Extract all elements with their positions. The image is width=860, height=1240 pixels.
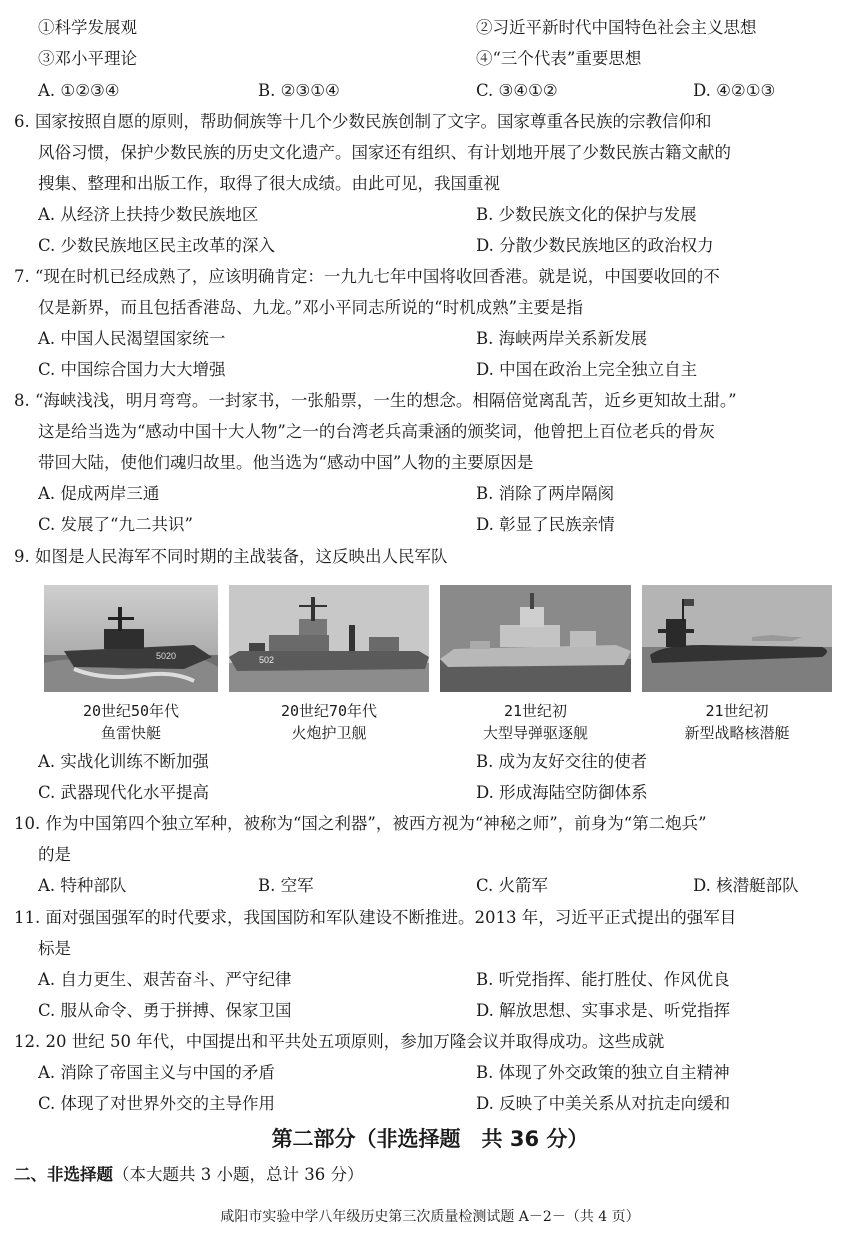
caption-frigate	[229, 700, 429, 744]
section-two-heading	[14, 1163, 363, 1187]
q6-stem-line-1: 6. 国家按照自愿的原则，帮助侗族等十几个少数民族创制了文字。国家尊重各民族的宗教信仰和	[14, 112, 712, 131]
q9-option-b: B. 成为友好交往的使者	[476, 752, 648, 771]
q9-option-d: D. 形成海陆空防御体系	[476, 783, 648, 802]
q12-stem: 12. 20 世纪 50 年代，中国提出和平共处五项原则，参加万隆会议并取得成功。这些成就	[14, 1032, 665, 1051]
q12-option-a: A. 消除了帝国主义与中国的矛盾	[38, 1063, 275, 1082]
q9-option-c: C. 武器现代化水平提高	[38, 783, 210, 802]
page-footer: 咸阳市实验中学八年级历史第三次质量检测试题 A－2－（共 4 页）	[220, 1209, 640, 1225]
q6-stem-line-3: 搜集、整理和出版工作，取得了很大成绩。由此可见，我国重视	[38, 174, 500, 193]
q11-option-c: C. 服从命令、勇于拼搏、保家卫国	[38, 1001, 292, 1020]
q10-option-a: A. 特种部队	[38, 876, 127, 895]
q7-option-b: B. 海峡两岸关系新发展	[476, 329, 648, 348]
q7-option-d: D. 中国在政治上完全独立自主	[476, 360, 698, 379]
q7-option-a: A. 中国人民渴望国家统一	[38, 329, 226, 348]
caption-vessel: 火炮护卫舰	[291, 724, 367, 742]
q7-stem-line-1: 7. “现在时机已经成熟了，应该明确肯定：一九九七年中国将收回香港。就是说，中国要收回的不	[14, 267, 720, 286]
q11-stem-line-2: 标是	[38, 939, 71, 958]
caption-era: 21世纪初	[503, 702, 568, 720]
caption-vessel: 大型导弹驱逐舰	[482, 724, 588, 742]
q6-option-b: B. 少数民族文化的保护与发展	[476, 205, 697, 224]
q6-stem-line-2: 风俗习惯，保护少数民族的历史文化遗产。国家还有组织、有计划地开展了少数民族古籍文献的	[38, 143, 731, 162]
q11-option-d: D. 解放思想、实事求是、听党指挥	[476, 1001, 731, 1020]
q12-option-b: B. 体现了外交政策的独立自主精神	[476, 1063, 730, 1082]
q9-stem: 9. 如图是人民海军不同时期的主战装备，这反映出人民军队	[14, 547, 448, 566]
submarine-photo	[642, 585, 832, 692]
q5-item-3: ③邓小平理论	[38, 49, 137, 68]
q5-item-4: ④“三个代表”重要思想	[476, 49, 642, 68]
q10-option-d: D. 核潜艇部队	[693, 876, 799, 895]
caption-era: 20世纪70年代	[280, 702, 378, 720]
caption-submarine	[642, 700, 832, 744]
section-two-note: （本大题共 3 小题，总计 36 分）	[113, 1165, 364, 1184]
q11-option-a: A. 自力更生、艰苦奋斗、严守纪律	[38, 970, 292, 989]
caption-vessel: 新型战略核潜艇	[684, 724, 790, 742]
q8-option-a: A. 促成两岸三通	[38, 484, 160, 503]
torpedo-boat-hull-number: 5020	[156, 651, 177, 661]
q8-option-c: C. 发展了“九二共识”	[38, 515, 193, 534]
q5-option-d: D. ④②①③	[693, 81, 776, 100]
q11-stem-line-1: 11. 面对强国强军的时代要求，我国国防和军队建设不断推进。2013 年，习近平正式提出的强军目	[14, 908, 737, 927]
q9-option-a: A. 实战化训练不断加强	[38, 752, 209, 771]
q8-stem-line-1: 8. “海峡浅浅，明月弯弯。一封家书，一张船票，一生的想念。相隔倍觉离乱苦，近乡更知故土甜。”	[14, 391, 737, 410]
q7-option-c: C. 中国综合国力大大增强	[38, 360, 226, 379]
part-two-heading: 第二部分（非选择题 共 36 分）	[271, 1127, 589, 1151]
q11-option-b: B. 听党指挥、能打胜仗、作风优良	[476, 970, 730, 989]
frigate-photo	[229, 585, 429, 692]
caption-torpedo-boat	[44, 700, 218, 744]
q12-option-c: C. 体现了对世界外交的主导作用	[38, 1094, 276, 1113]
q5-option-c: C. ③④①②	[476, 81, 558, 100]
q5-item-1: ①科学发展观	[38, 18, 137, 37]
q8-stem-line-2: 这是给当选为“感动中国十大人物”之一的台湾老兵高秉涵的颁奖词，他曾把上百位老兵的骨灰	[38, 422, 715, 441]
caption-vessel: 鱼雷快艇	[100, 724, 161, 742]
section-two-label: 二、非选择题	[14, 1165, 113, 1184]
q12-option-d: D. 反映了中美关系从对抗走向缓和	[476, 1094, 731, 1113]
q8-stem-line-3: 带回大陆，使他们魂归故里。他当选为“感动中国”人物的主要原因是	[38, 453, 534, 472]
q6-option-a: A. 从经济上扶持少数民族地区	[38, 205, 259, 224]
caption-destroyer	[440, 700, 631, 744]
caption-era: 21世纪初	[705, 702, 769, 720]
destroyer-photo	[440, 585, 631, 692]
q6-option-d: D. 分散少数民族地区的政治权力	[476, 236, 714, 255]
q8-option-b: B. 消除了两岸隔阂	[476, 484, 615, 503]
q7-stem-line-2: 仅是新界，而且包括香港岛、九龙。”邓小平同志所说的“时机成熟”主要是指	[38, 298, 584, 317]
caption-era: 20世纪50年代	[82, 702, 180, 720]
frigate-hull-number: 502	[259, 655, 275, 665]
q5-item-2: ②习近平新时代中国特色社会主义思想	[476, 18, 757, 37]
q8-option-d: D. 彰显了民族亲情	[476, 515, 615, 534]
q10-stem-line-1: 10. 作为中国第四个独立军种，被称为“国之利器”，被西方视为“神秘之师”，前身为“第二炮兵”	[14, 814, 707, 833]
q10-option-b: B. 空军	[258, 876, 314, 895]
q10-option-c: C. 火箭军	[476, 876, 549, 895]
torpedo-boat-photo	[44, 585, 218, 692]
q10-stem-line-2: 的是	[38, 845, 71, 864]
q5-option-a: A. ①②③④	[38, 81, 120, 100]
q5-option-b: B. ②③①④	[258, 81, 340, 100]
q6-option-c: C. 少数民族地区民主改革的深入	[38, 236, 276, 255]
